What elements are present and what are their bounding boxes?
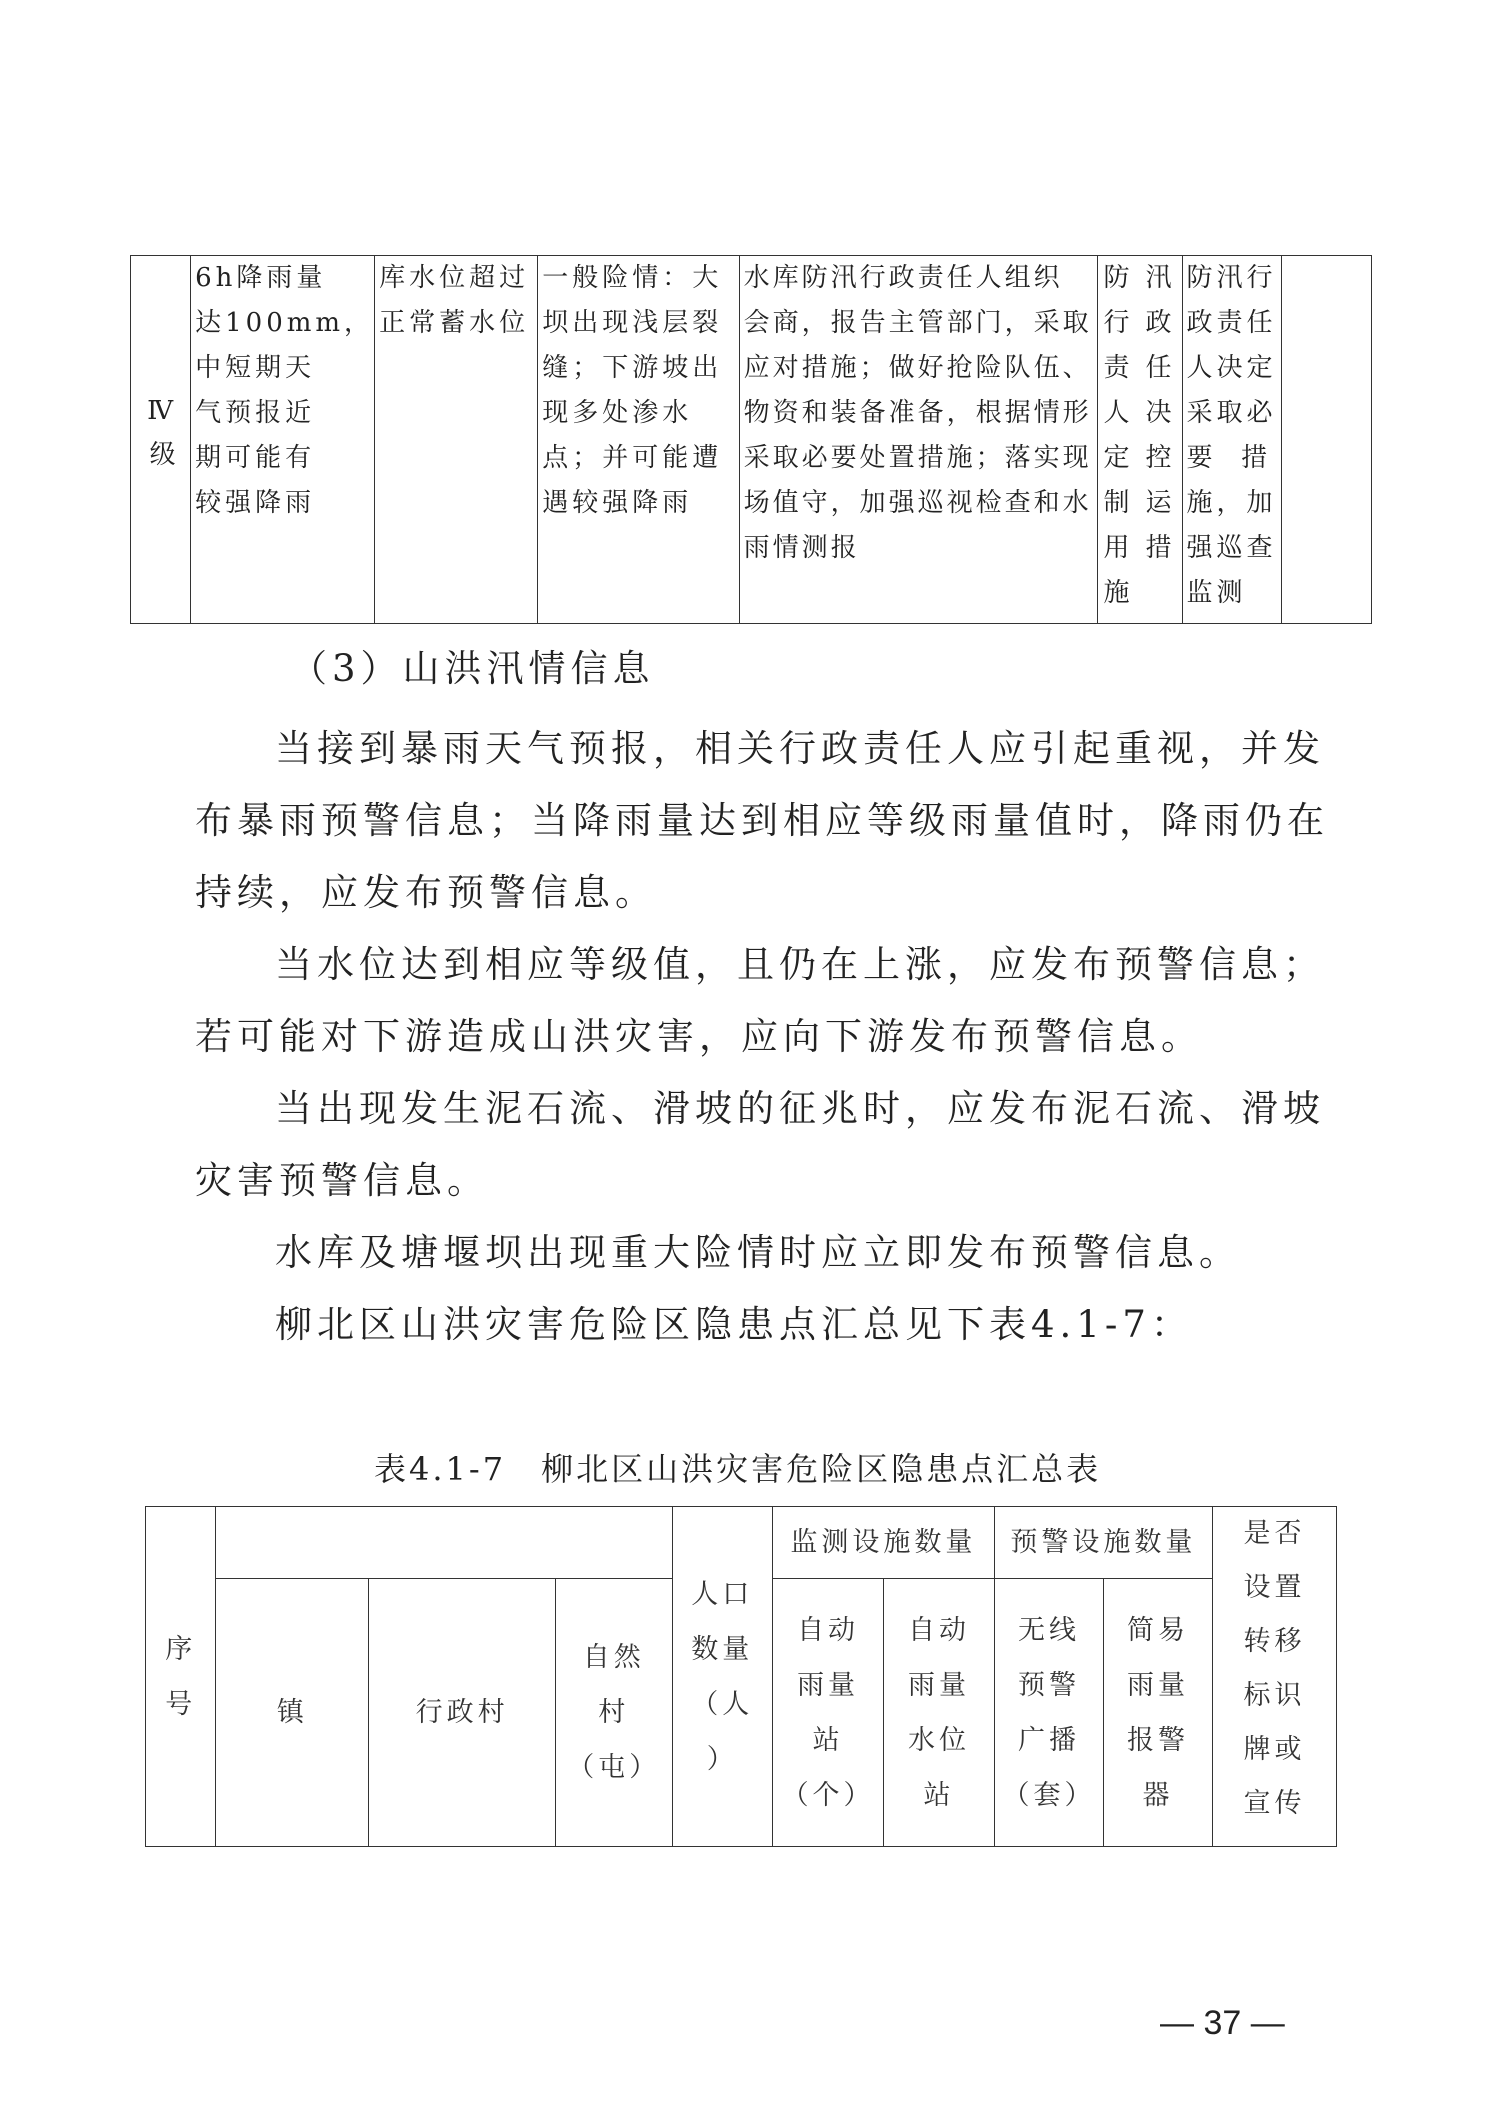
water-level-condition: 库水位超过 正常蓄水位 xyxy=(379,263,530,338)
table-caption: 表4.1-7 柳北区山洪灾害危险区隐患点汇总表 xyxy=(374,1450,1102,1488)
page-number: — 37 — xyxy=(1160,2004,1285,2042)
header-warning: 预警设施数量 xyxy=(994,1507,1212,1579)
flood-control-col-a: 防 行 责 人 定 制 用 施 xyxy=(1103,263,1134,608)
header-monitoring: 监测设施数量 xyxy=(772,1507,994,1579)
hazard-points-table xyxy=(145,1506,1337,1847)
rainfall-cell xyxy=(191,256,375,624)
header-simple-rain: 简易 雨量 报警 器 xyxy=(1104,1579,1213,1847)
inspection-measures: 防汛行 政责任 人决定 采取必 要 措 施，加 强巡查 监测 xyxy=(1186,263,1277,608)
level-label: Ⅳ级 xyxy=(145,395,176,480)
response-level-table xyxy=(130,255,1372,624)
flood-control-cell xyxy=(1097,256,1182,624)
header-population: 人口 数量 （人 ） xyxy=(672,1507,772,1847)
paragraph-1-line-1: 当接到暴雨天气预报，相关行政责任人应引起重视，并发 xyxy=(275,727,1325,770)
paragraph-3-line-1: 当出现发生泥石流、滑坡的征兆时，应发布泥石流、滑坡 xyxy=(275,1087,1325,1130)
rainfall-condition: 6h降雨量 达100mm， 中短期天 气预报近 期可能有 较强降雨 xyxy=(195,263,375,518)
header-signage: 是否 设置 转移 标识 牌或 宣传 xyxy=(1212,1507,1336,1847)
paragraph-1-line-3: 持续，应发布预警信息。 xyxy=(195,871,657,914)
header-auto-rain: 自动 雨量 站 （个） xyxy=(772,1579,883,1847)
header-natural-village: 自然 村 （屯） xyxy=(555,1579,672,1847)
header-town: 镇 xyxy=(216,1579,369,1847)
empty-cell xyxy=(1282,256,1372,624)
inspection-cell xyxy=(1182,256,1282,624)
paragraph-5: 柳北区山洪灾害危险区隐患点汇总见下表4.1-7： xyxy=(275,1303,1193,1346)
danger-condition: 一般险情：大 坝出现浅层裂 缝；下游坡出 现多处渗水 点；并可能遭 遇较强降雨 xyxy=(542,263,723,518)
paragraph-2-line-1: 当水位达到相应等级值，且仍在上涨，应发布预警信息； xyxy=(275,943,1325,986)
paragraph-4: 水库及塘堰坝出现重大险情时应立即发布预警信息。 xyxy=(275,1231,1241,1274)
flood-control-col-b: 汛 政 任 决 控 运 措 xyxy=(1145,263,1176,563)
header-seq: 序 号 xyxy=(146,1507,216,1847)
header-admin-village: 行政村 xyxy=(369,1579,556,1847)
header-wireless: 无线 预警 广播 （套） xyxy=(994,1579,1103,1847)
level-cell xyxy=(131,256,191,624)
header-location-group xyxy=(216,1507,672,1579)
header-auto-rain-level: 自动 雨量 水位 站 xyxy=(884,1579,995,1847)
danger-cell xyxy=(538,256,739,624)
paragraph-3-line-2: 灾害预警信息。 xyxy=(195,1159,489,1202)
response-measures-cell xyxy=(739,256,1097,624)
paragraph-2-line-2: 若可能对下游造成山洪灾害，应向下游发布预警信息。 xyxy=(195,1015,1203,1058)
water-level-cell xyxy=(375,256,538,624)
paragraph-1-line-2: 布暴雨预警信息；当降雨量达到相应等级雨量值时，降雨仍在 xyxy=(195,799,1329,842)
response-measures: 水库防汛行政责任人组织 会商，报告主管部门，采取 应对措施；做好抢险队伍、 物资和装备准备，根据情形 采取必要处置措施；落实现 场值守，加强巡视检查和水 雨情测报 xyxy=(743,263,1092,563)
section-heading: （3）山洪汛情信息 xyxy=(290,647,655,690)
